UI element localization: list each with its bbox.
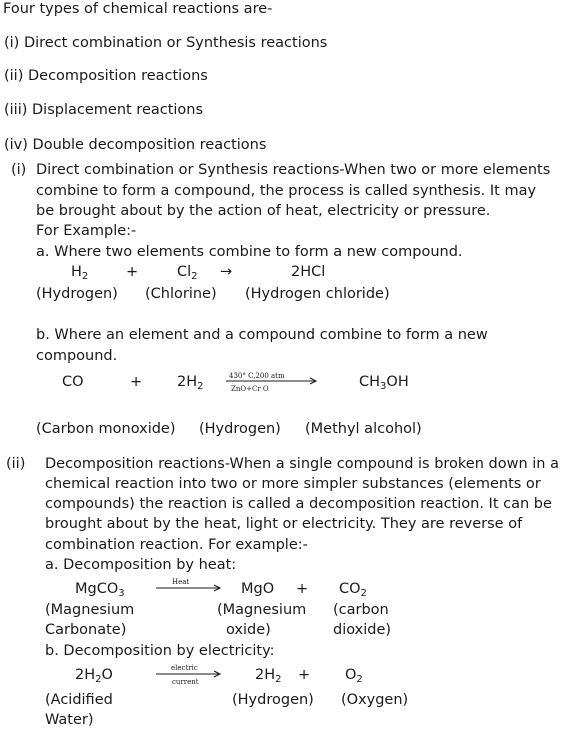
eq-product-magnesium-oxide: MgO bbox=[241, 581, 275, 597]
eq-plus: + bbox=[130, 374, 143, 390]
eq-product-hcl: 2HCl bbox=[291, 264, 326, 280]
section2-para-line: compounds) the reaction is called a decomposition reaction. It can be bbox=[45, 496, 552, 512]
type-item-double-decomposition: (iv) Double decomposition reactions bbox=[4, 137, 267, 153]
name-carbon-monoxide: (Carbon monoxide) bbox=[36, 421, 176, 437]
name-magnesium-carbonate: Carbonate) bbox=[45, 622, 127, 638]
name-carbon-dioxide: (carbon bbox=[333, 602, 389, 618]
reaction-arrow-icon bbox=[156, 584, 222, 592]
name-hydrogen: (Hydrogen) bbox=[199, 421, 281, 437]
eq-reactant-hydrogen: $2H_2$ bbox=[177, 374, 204, 392]
reaction-condition-top: 430° C,200 atm bbox=[229, 372, 285, 380]
eq-product-methanol: $CH_3OH$ bbox=[359, 374, 409, 392]
eq-plus: + bbox=[126, 264, 139, 280]
section2-number: (ii) bbox=[6, 456, 26, 472]
name-magnesium-carbonate: (Magnesium bbox=[45, 602, 135, 618]
name-methyl-alcohol: (Methyl alcohol) bbox=[305, 421, 422, 437]
section2-a-text: a. Decomposition by heat: bbox=[45, 557, 237, 573]
section1-b-text: b. Where an element and a compound combine to form a new bbox=[36, 327, 488, 343]
reaction-condition-top: electric bbox=[171, 664, 198, 672]
section2-para-line: brought about by the heat, light or electricity. They are reverse of bbox=[45, 516, 523, 532]
section2-para-line: Decomposition reactions-When a single compound is broken down in a bbox=[45, 456, 559, 472]
type-item-displacement: (iii) Displacement reactions bbox=[4, 102, 204, 118]
reaction-condition-top: Heat bbox=[172, 578, 190, 586]
eq-product-hydrogen: $2H_2$ bbox=[255, 667, 282, 685]
eq-reactant-co: CO bbox=[62, 374, 84, 390]
eq-reactant-hydrogen: $H_2$ bbox=[71, 264, 89, 282]
eq-product-carbon-dioxide: $CO_2$ bbox=[339, 581, 367, 599]
name-magnesium-oxide: (Magnesium bbox=[217, 602, 307, 618]
section2-b-text: b. Decomposition by electricity: bbox=[45, 643, 275, 659]
reaction-arrow-icon bbox=[156, 670, 222, 678]
section1-b-text: compound. bbox=[36, 348, 118, 364]
reaction-condition-bottom: ZnO+Cr O bbox=[231, 385, 269, 393]
type-item-synthesis: (i) Direct combination or Synthesis reactions bbox=[4, 35, 328, 51]
eq-product-oxygen: $O_2$ bbox=[345, 667, 363, 685]
section1-para-line: be brought about by the action of heat, electricity or pressure. bbox=[36, 203, 491, 219]
intro-heading: Four types of chemical reactions are- bbox=[3, 1, 273, 17]
eq-plus: + bbox=[298, 667, 311, 683]
eq-reactant-water: $2H_2O$ bbox=[75, 667, 113, 685]
reaction-arrow-icon bbox=[226, 377, 318, 385]
type-item-decomposition: (ii) Decomposition reactions bbox=[4, 68, 208, 84]
name-hydrogen-chloride: (Hydrogen chloride) bbox=[245, 286, 390, 302]
name-hydrogen: (Hydrogen) bbox=[36, 286, 118, 302]
name-magnesium-oxide: oxide) bbox=[226, 622, 271, 638]
section1-para-line: Direct combination or Synthesis reactions-When two or more elements bbox=[36, 162, 551, 178]
name-acidified-water: (Acidified bbox=[45, 692, 113, 708]
section1-number: (i) bbox=[11, 162, 27, 178]
for-example-label: For Example:- bbox=[36, 223, 137, 239]
section2-para-line: chemical reaction into two or more simpler substances (elements or bbox=[45, 476, 541, 492]
name-carbon-dioxide: dioxide) bbox=[333, 622, 392, 638]
eq-reactant-magnesium-carbonate: MgCO$_3$ bbox=[75, 581, 125, 599]
section1-a-text: a. Where two elements combine to form a new compound. bbox=[36, 244, 463, 260]
section2-para-line: combination reaction. For example:- bbox=[45, 537, 308, 553]
eq-plus: + bbox=[296, 581, 309, 597]
name-chlorine: (Chlorine) bbox=[145, 286, 217, 302]
reaction-condition-bottom: current bbox=[172, 678, 199, 686]
name-hydrogen: (Hydrogen) bbox=[232, 692, 314, 708]
eq-reactant-chlorine: $Cl_2$ bbox=[177, 264, 198, 282]
name-acidified-water: Water) bbox=[45, 712, 94, 728]
name-oxygen: (Oxygen) bbox=[341, 692, 409, 708]
section1-para-line: combine to form a compound, the process is called synthesis. It may bbox=[36, 183, 537, 199]
eq-arrow: → bbox=[220, 264, 233, 280]
